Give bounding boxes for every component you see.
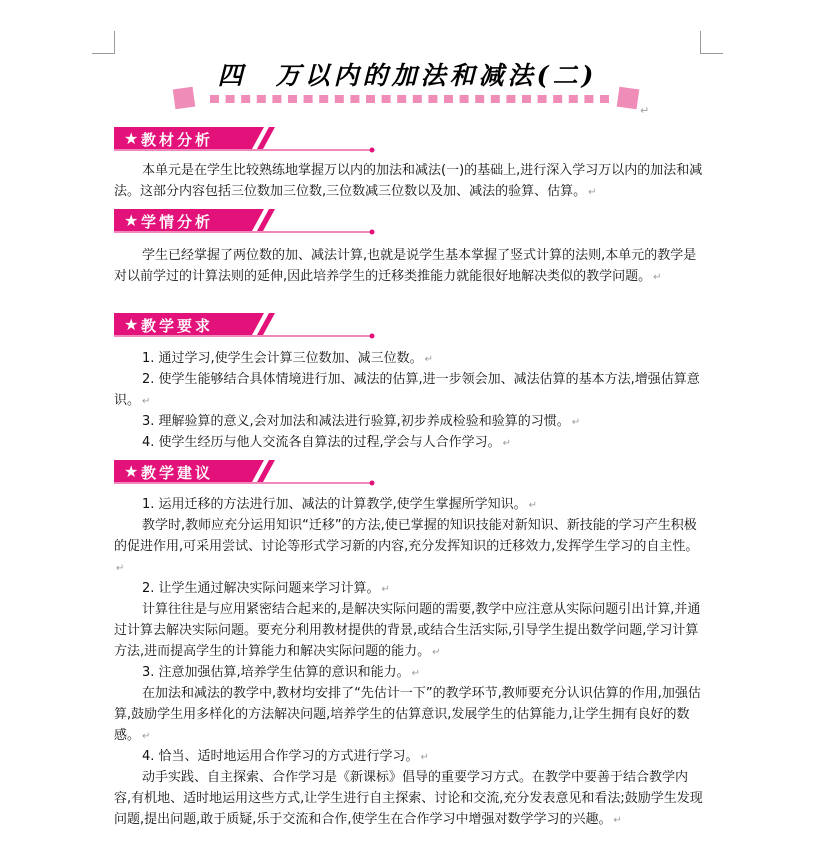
paragraph-mark-icon: ↵ — [420, 752, 429, 763]
ribbon-dash — [569, 95, 578, 103]
ribbon-dash — [350, 95, 359, 103]
list-item: 2. 使学生能够结合具体情境进行加、减法的估算,进一步领会加、减法估算的基本方法,增强估算意识。 ↵ — [114, 372, 700, 408]
paragraph: 动手实践、自主探索、合作学习是《新课标》倡导的重要学习方式。在教学中要善于结合教学内容,有机地、适时地运用这些方式,让学生进行自主探索、讨论和交流,充分发表意见和看法;鼓励学生发现问题,提出问题,敢于质疑,乐于交流和合作,使学生在合作学习中增强对数学学习的兴趣。 ↵ — [114, 770, 703, 827]
section-header-textbook-analysis — [114, 126, 384, 156]
paragraph-mark-icon: ↵ — [142, 396, 151, 407]
list-item: 1. 通过学习,使学生会计算三位数加、减三位数。 ↵ — [142, 351, 434, 366]
paragraph-mark-icon: ↵ — [528, 500, 538, 511]
section-title: 教材分析 — [141, 131, 214, 149]
ribbon-dash — [506, 95, 515, 103]
page-title: 四 万以内的加法和减法(二) — [217, 61, 598, 90]
ribbon-dash — [600, 95, 609, 103]
ribbon-dash — [226, 95, 235, 103]
ribbon-dash — [584, 95, 593, 103]
paragraph-mark-icon: ↵ — [411, 668, 421, 679]
ribbon-dash — [397, 95, 406, 103]
paragraph: 计算往往是与应用紧密结合起来的,是解决实际问题的需要,教学中应注意从实际问题引出计算,并通过计算去解决实际问题。要充分利用教材提供的背景,或结合生活实际,引导学生提出数学问题,学习计算方法,进而提高学生的计算能力和解决实际问题的能力。 ↵ — [114, 602, 701, 659]
ribbon-dash — [491, 95, 500, 103]
paragraph-mark-icon: ↵ — [640, 104, 650, 117]
crop-mark-top-right — [700, 31, 723, 54]
section-header-teaching-suggestions — [114, 459, 384, 489]
crop-mark-top-left — [92, 31, 115, 54]
section-title: 教学要求 — [141, 317, 214, 335]
ribbon-dash — [538, 95, 547, 103]
star-icon: ★ — [124, 129, 139, 148]
list-item: 3. 注意加强估算,培养学生估算的意识和能力。 ↵ — [142, 665, 421, 680]
list-item: 1. 运用迁移的方法进行加、减法的计算教学,使学生掌握所学知识。 ↵ — [142, 497, 538, 512]
ribbon-dash — [522, 95, 531, 103]
paragraph-mark-icon: ↵ — [381, 584, 390, 595]
ribbon-dash — [335, 95, 344, 103]
section-header-teaching-requirements — [114, 312, 384, 342]
ribbon-dash — [319, 95, 328, 103]
paragraph-mark-icon: ↵ — [432, 647, 441, 658]
paragraph-mark-icon: ↵ — [588, 187, 597, 198]
ribbon-dash — [257, 95, 266, 103]
section-title: 教学建议 — [141, 464, 214, 482]
star-icon: ★ — [124, 462, 139, 481]
star-icon: ★ — [124, 211, 139, 230]
paragraph: 本单元是在学生比较熟练地掌握万以内的加法和减法(一)的基础上,进行深入学习万以内的加法和减法。这部分内容包括三位数加三位数,三位数减三位数以及加、减法的验算、估算。 ↵ — [114, 163, 703, 199]
paragraph-mark-icon: ↵ — [142, 731, 151, 742]
section-title: 学情分析 — [141, 213, 214, 231]
ribbon-dash — [553, 95, 562, 103]
ribbon-dash — [382, 95, 391, 103]
ribbon-dash — [210, 95, 219, 103]
list-item: 3. 理解验算的意义,会对加法和减法进行验算,初步养成检验和验算的习惯。 ↵ — [142, 414, 581, 429]
ribbon-dash — [444, 95, 453, 103]
paragraph-mark-icon: ↵ — [571, 417, 581, 428]
ribbon-dash — [428, 95, 437, 103]
ribbon-dash — [288, 95, 297, 103]
paragraph: 在加法和减法的教学中,教材均安排了“先估计一下”的教学环节,教师要充分认识估算的作用,加强估算,鼓励学生用多样化的方法解决问题,培养学生的估算意识,发展学生的估算能力,让学生拥有良好的数感。 ↵ — [114, 686, 701, 743]
ribbon-dash — [475, 95, 484, 103]
list-item: 2. 让学生通过解决实际问题来学习计算。 ↵ — [142, 581, 390, 596]
paragraph-mark-icon: ↵ — [613, 815, 622, 826]
ribbon-dash — [366, 95, 375, 103]
ribbon-dash — [460, 95, 469, 103]
paragraph-mark-icon: ↵ — [653, 272, 662, 283]
section-header-student-analysis — [114, 208, 384, 238]
paragraph-mark-icon: ↵ — [502, 438, 512, 449]
ribbon-dash — [241, 95, 250, 103]
paragraph-mark-icon: ↵ — [424, 354, 434, 365]
list-item: 4. 使学生经历与他人交流各自算法的过程,学会与人合作学习。 ↵ — [142, 435, 512, 450]
ribbon-dash — [413, 95, 422, 103]
list-item: 4. 恰当、适时地运用合作学习的方式进行学习。 ↵ — [142, 749, 429, 764]
paragraph-mark-icon: ↵ — [116, 563, 125, 574]
ribbon-dash — [304, 95, 313, 103]
star-icon: ★ — [124, 315, 139, 334]
paragraph: 学生已经掌握了两位数的加、减法计算,也就是说学生基本掌握了竖式计算的法则,本单元的教学是对以前学过的计算法则的延伸,因此培养学生的迁移类推能力就能很好地解决类似的教学问题。 ↵ — [114, 248, 697, 284]
title-ribbon-decoration — [170, 84, 642, 112]
paragraph: 教学时,教师应充分运用知识“迁移”的方法,使已掌握的知识技能对新知识、新技能的学习产生积极的促进作用,可采用尝试、讨论等形式学习新的内容,充分发挥知识的迁移效力,发挥学生学习的自主性。↵ — [114, 518, 699, 574]
ribbon-dash — [272, 95, 281, 103]
